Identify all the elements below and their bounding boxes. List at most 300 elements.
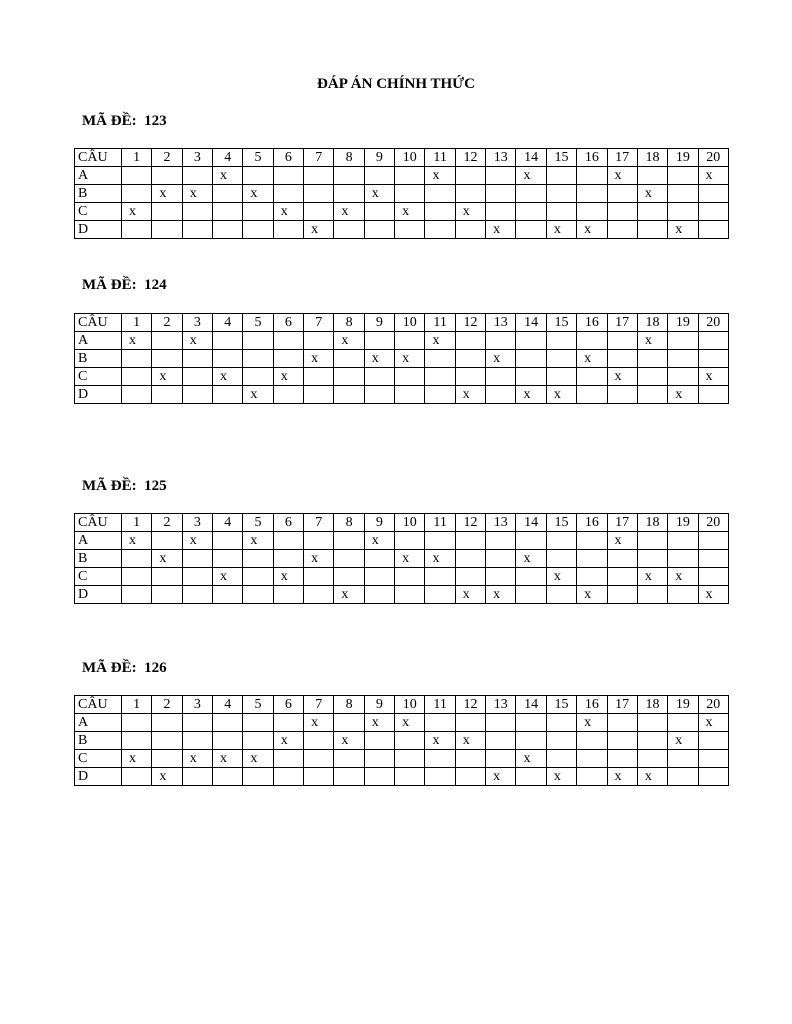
answer-mark-cell: x <box>425 550 455 568</box>
answer-mark-cell <box>304 586 334 604</box>
answer-mark-cell <box>668 185 698 203</box>
answer-mark-cell <box>637 586 667 604</box>
answer-mark-cell <box>546 550 576 568</box>
answer-mark-cell <box>304 386 334 404</box>
answer-mark-cell: x <box>364 532 394 550</box>
answer-mark-cell <box>607 568 637 586</box>
answer-mark-cell <box>425 532 455 550</box>
option-label-cell: C <box>75 203 122 221</box>
question-number-cell: 12 <box>455 696 485 714</box>
answer-mark-cell <box>182 167 212 185</box>
question-number-cell: 2 <box>152 149 182 167</box>
answer-mark-cell <box>364 550 394 568</box>
question-number-cell: 4 <box>213 514 243 532</box>
exam-code-value: 124 <box>144 277 167 293</box>
answer-mark-cell: x <box>304 714 334 732</box>
answer-mark-cell <box>607 550 637 568</box>
answer-mark-cell <box>364 386 394 404</box>
question-number-cell: 15 <box>546 696 576 714</box>
answer-mark-cell <box>607 586 637 604</box>
question-number-cell: 13 <box>486 149 516 167</box>
answer-mark-cell <box>698 732 728 750</box>
answer-mark-cell <box>577 750 607 768</box>
answer-mark-cell <box>304 768 334 786</box>
answer-mark-cell: x <box>304 550 334 568</box>
option-label-cell: C <box>75 750 122 768</box>
answer-mark-cell: x <box>395 350 425 368</box>
answer-mark-cell: x <box>122 750 152 768</box>
exam-code-label <box>82 660 167 677</box>
answer-mark-cell <box>577 732 607 750</box>
answer-mark-cell <box>698 203 728 221</box>
answer-mark-cell: x <box>668 568 698 586</box>
answer-mark-cell <box>668 768 698 786</box>
answer-mark-cell: x <box>122 203 152 221</box>
answer-mark-cell <box>516 714 546 732</box>
answer-mark-cell <box>607 185 637 203</box>
exam-code-value: 123 <box>144 113 167 129</box>
answer-mark-cell <box>516 768 546 786</box>
answer-mark-cell <box>243 768 273 786</box>
question-number-cell: 5 <box>243 696 273 714</box>
question-number-cell: 17 <box>607 149 637 167</box>
question-number-cell: 1 <box>122 514 152 532</box>
exam-code-value: 125 <box>144 478 167 494</box>
question-number-cell: 20 <box>698 514 728 532</box>
answer-mark-cell <box>668 350 698 368</box>
answer-mark-cell: x <box>334 732 364 750</box>
answer-mark-cell: x <box>516 167 546 185</box>
answer-mark-cell <box>455 550 485 568</box>
answer-mark-cell: x <box>243 185 273 203</box>
question-number-cell: 8 <box>334 149 364 167</box>
answer-mark-cell <box>152 732 182 750</box>
answer-mark-cell <box>607 714 637 732</box>
answer-mark-cell <box>577 768 607 786</box>
answer-mark-cell <box>213 203 243 221</box>
exam-code-prefix: MÃ ĐỀ: <box>82 277 145 293</box>
question-number-cell: 19 <box>668 314 698 332</box>
question-header-cell: CÂU <box>75 514 122 532</box>
question-number-cell: 8 <box>334 696 364 714</box>
answer-mark-cell <box>486 203 516 221</box>
answer-mark-cell <box>637 550 667 568</box>
table-header-row <box>75 149 729 167</box>
question-number-cell: 11 <box>425 149 455 167</box>
answer-mark-cell <box>152 221 182 239</box>
answer-mark-cell <box>668 203 698 221</box>
answer-mark-cell <box>637 221 667 239</box>
answer-mark-cell <box>182 368 212 386</box>
answer-mark-cell <box>425 203 455 221</box>
table-row <box>75 732 729 750</box>
question-number-cell: 2 <box>152 514 182 532</box>
answer-mark-cell <box>213 586 243 604</box>
answer-mark-cell <box>546 167 576 185</box>
question-number-cell: 6 <box>273 514 303 532</box>
table-header-row <box>75 314 729 332</box>
question-number-cell: 8 <box>334 314 364 332</box>
question-number-cell: 1 <box>122 696 152 714</box>
answer-mark-cell <box>395 732 425 750</box>
answer-mark-cell <box>152 332 182 350</box>
question-number-cell: 5 <box>243 514 273 532</box>
question-number-cell: 12 <box>455 314 485 332</box>
answer-mark-cell <box>486 185 516 203</box>
answer-mark-cell <box>152 750 182 768</box>
answer-mark-cell: x <box>577 221 607 239</box>
answer-mark-cell: x <box>152 768 182 786</box>
question-number-cell: 10 <box>395 696 425 714</box>
answer-mark-cell <box>273 586 303 604</box>
table-row <box>75 185 729 203</box>
table-row <box>75 386 729 404</box>
answer-mark-cell <box>698 568 728 586</box>
answer-mark-cell: x <box>395 550 425 568</box>
answer-mark-cell <box>607 221 637 239</box>
question-number-cell: 7 <box>304 149 334 167</box>
answer-mark-cell <box>698 221 728 239</box>
answer-mark-cell <box>152 568 182 586</box>
answer-mark-cell <box>304 167 334 185</box>
answer-mark-cell <box>182 386 212 404</box>
question-header-cell: CÂU <box>75 314 122 332</box>
answer-mark-cell <box>364 568 394 586</box>
table-row <box>75 568 729 586</box>
answer-mark-cell: x <box>152 368 182 386</box>
answer-mark-cell: x <box>637 332 667 350</box>
question-number-cell: 7 <box>304 514 334 532</box>
answer-mark-cell <box>425 586 455 604</box>
option-label-cell: B <box>75 350 122 368</box>
question-number-cell: 20 <box>698 696 728 714</box>
question-number-cell: 17 <box>607 696 637 714</box>
question-number-cell: 10 <box>395 514 425 532</box>
answer-mark-cell <box>425 768 455 786</box>
answer-mark-cell <box>364 203 394 221</box>
answer-mark-cell <box>273 532 303 550</box>
answer-mark-cell <box>213 532 243 550</box>
answer-mark-cell <box>546 586 576 604</box>
question-number-cell: 16 <box>577 696 607 714</box>
answer-mark-cell <box>213 332 243 350</box>
question-number-cell: 16 <box>577 514 607 532</box>
answer-mark-cell <box>182 568 212 586</box>
question-number-cell: 3 <box>182 149 212 167</box>
answer-mark-cell: x <box>182 332 212 350</box>
answer-mark-cell <box>546 185 576 203</box>
answer-mark-cell <box>455 714 485 732</box>
answer-mark-cell <box>364 167 394 185</box>
option-label-cell: D <box>75 768 122 786</box>
answer-mark-cell: x <box>516 550 546 568</box>
answer-mark-cell <box>243 368 273 386</box>
answer-mark-cell <box>668 714 698 732</box>
answer-mark-cell: x <box>455 203 485 221</box>
answer-mark-cell <box>577 203 607 221</box>
answer-mark-cell <box>395 167 425 185</box>
answer-mark-cell: x <box>668 386 698 404</box>
answer-mark-cell <box>425 568 455 586</box>
question-number-cell: 1 <box>122 149 152 167</box>
option-label-cell: D <box>75 586 122 604</box>
answer-mark-cell: x <box>152 185 182 203</box>
answer-mark-cell <box>395 368 425 386</box>
question-number-cell: 15 <box>546 149 576 167</box>
question-number-cell: 13 <box>486 696 516 714</box>
exam-code-label <box>82 277 167 294</box>
answer-mark-cell: x <box>637 185 667 203</box>
answer-mark-cell <box>304 732 334 750</box>
question-number-cell: 14 <box>516 149 546 167</box>
answer-mark-cell <box>637 203 667 221</box>
answer-mark-cell <box>668 750 698 768</box>
question-number-cell: 7 <box>304 696 334 714</box>
answer-mark-cell <box>425 714 455 732</box>
answer-mark-cell <box>698 532 728 550</box>
question-number-cell: 18 <box>637 696 667 714</box>
option-label-cell: B <box>75 732 122 750</box>
answer-mark-cell <box>364 768 394 786</box>
answer-mark-cell <box>364 732 394 750</box>
answer-mark-cell <box>698 550 728 568</box>
option-label-cell: A <box>75 714 122 732</box>
answer-table <box>74 148 729 239</box>
answer-mark-cell <box>486 332 516 350</box>
question-header-cell: CÂU <box>75 696 122 714</box>
question-number-cell: 16 <box>577 149 607 167</box>
option-label-cell: C <box>75 568 122 586</box>
answer-mark-cell <box>182 586 212 604</box>
answer-mark-cell: x <box>698 586 728 604</box>
option-label-cell: B <box>75 550 122 568</box>
exam-code-prefix: MÃ ĐỀ: <box>82 660 145 676</box>
question-number-cell: 18 <box>637 149 667 167</box>
answer-mark-cell <box>334 368 364 386</box>
question-number-cell: 18 <box>637 314 667 332</box>
answer-mark-cell <box>637 732 667 750</box>
answer-mark-cell: x <box>334 203 364 221</box>
option-label-cell: D <box>75 386 122 404</box>
answer-mark-cell <box>607 350 637 368</box>
answer-mark-cell <box>395 750 425 768</box>
option-label-cell: A <box>75 532 122 550</box>
answer-mark-cell <box>455 368 485 386</box>
answer-mark-cell: x <box>577 714 607 732</box>
table-row <box>75 368 729 386</box>
answer-mark-cell <box>213 386 243 404</box>
answer-mark-cell <box>637 750 667 768</box>
answer-mark-cell: x <box>182 750 212 768</box>
table-row <box>75 350 729 368</box>
answer-mark-cell <box>243 550 273 568</box>
answer-mark-cell <box>546 203 576 221</box>
answer-mark-cell <box>698 350 728 368</box>
answer-mark-cell <box>455 768 485 786</box>
answer-mark-cell: x <box>182 185 212 203</box>
answer-mark-cell <box>486 386 516 404</box>
answer-mark-cell <box>425 350 455 368</box>
question-number-cell: 9 <box>364 149 394 167</box>
table-row <box>75 203 729 221</box>
question-number-cell: 5 <box>243 314 273 332</box>
answer-mark-cell <box>455 185 485 203</box>
answer-mark-cell <box>334 185 364 203</box>
answer-mark-cell <box>637 386 667 404</box>
exam-code-prefix: MÃ ĐỀ: <box>82 113 145 129</box>
answer-mark-cell <box>122 185 152 203</box>
answer-mark-cell <box>637 167 667 185</box>
answer-mark-cell <box>455 350 485 368</box>
answer-mark-cell: x <box>395 714 425 732</box>
question-number-cell: 11 <box>425 514 455 532</box>
question-number-cell: 11 <box>425 314 455 332</box>
answer-mark-cell <box>486 732 516 750</box>
answer-mark-cell: x <box>455 386 485 404</box>
question-number-cell: 16 <box>577 314 607 332</box>
table-row <box>75 750 729 768</box>
question-number-cell: 9 <box>364 314 394 332</box>
answer-mark-cell <box>243 221 273 239</box>
question-number-cell: 6 <box>273 696 303 714</box>
answer-mark-cell <box>516 203 546 221</box>
answer-mark-cell <box>182 768 212 786</box>
question-number-cell: 9 <box>364 514 394 532</box>
question-number-cell: 12 <box>455 514 485 532</box>
answer-mark-cell <box>395 586 425 604</box>
answer-mark-cell <box>273 221 303 239</box>
answer-mark-cell <box>213 221 243 239</box>
answer-mark-cell <box>516 732 546 750</box>
answer-mark-cell <box>668 167 698 185</box>
answer-mark-cell <box>122 550 152 568</box>
table-row <box>75 586 729 604</box>
answer-mark-cell <box>364 332 394 350</box>
table-row <box>75 768 729 786</box>
table-row <box>75 332 729 350</box>
answer-mark-cell <box>334 568 364 586</box>
answer-mark-cell <box>395 221 425 239</box>
answer-mark-cell: x <box>273 568 303 586</box>
answer-mark-cell <box>334 550 364 568</box>
answer-mark-cell <box>122 732 152 750</box>
answer-mark-cell <box>455 532 485 550</box>
answer-mark-cell <box>273 550 303 568</box>
answer-mark-cell <box>304 185 334 203</box>
answer-mark-cell: x <box>516 750 546 768</box>
answer-mark-cell <box>152 714 182 732</box>
exam-code-value: 126 <box>144 660 167 676</box>
answer-mark-cell <box>304 532 334 550</box>
answer-mark-cell <box>273 386 303 404</box>
answer-mark-cell <box>425 221 455 239</box>
answer-mark-cell: x <box>273 732 303 750</box>
question-number-cell: 9 <box>364 696 394 714</box>
answer-mark-cell <box>486 532 516 550</box>
answer-mark-cell: x <box>486 768 516 786</box>
answer-mark-cell <box>243 714 273 732</box>
answer-mark-cell <box>334 768 364 786</box>
question-number-cell: 17 <box>607 314 637 332</box>
answer-mark-cell <box>122 768 152 786</box>
answer-mark-cell <box>243 332 273 350</box>
answer-mark-cell: x <box>182 532 212 550</box>
answer-mark-cell <box>637 714 667 732</box>
answer-mark-cell <box>213 768 243 786</box>
answer-mark-cell <box>486 368 516 386</box>
question-number-cell: 6 <box>273 149 303 167</box>
answer-mark-cell <box>668 550 698 568</box>
answer-mark-cell <box>304 332 334 350</box>
answer-mark-cell <box>122 568 152 586</box>
table-row <box>75 550 729 568</box>
answer-mark-cell <box>577 368 607 386</box>
answer-mark-cell: x <box>213 167 243 185</box>
answer-mark-cell <box>213 732 243 750</box>
table-row <box>75 221 729 239</box>
question-number-cell: 4 <box>213 149 243 167</box>
table-row <box>75 167 729 185</box>
answer-mark-cell <box>546 532 576 550</box>
answer-mark-cell: x <box>395 203 425 221</box>
answer-mark-cell: x <box>455 586 485 604</box>
answer-mark-cell <box>425 386 455 404</box>
question-number-cell: 4 <box>213 696 243 714</box>
question-number-cell: 19 <box>668 149 698 167</box>
question-number-cell: 10 <box>395 149 425 167</box>
answer-mark-cell <box>152 586 182 604</box>
answer-mark-cell <box>546 368 576 386</box>
answer-mark-cell: x <box>213 368 243 386</box>
answer-mark-cell <box>516 368 546 386</box>
question-number-cell: 20 <box>698 314 728 332</box>
answer-mark-cell <box>273 768 303 786</box>
option-label-cell: A <box>75 332 122 350</box>
answer-mark-cell <box>122 714 152 732</box>
answer-mark-cell: x <box>122 332 152 350</box>
answer-mark-cell: x <box>364 185 394 203</box>
answer-mark-cell <box>364 586 394 604</box>
answer-mark-cell <box>546 332 576 350</box>
answer-mark-cell: x <box>607 532 637 550</box>
answer-mark-cell <box>122 221 152 239</box>
answer-mark-cell <box>213 350 243 368</box>
answer-mark-cell: x <box>698 714 728 732</box>
answer-mark-cell <box>182 221 212 239</box>
question-number-cell: 2 <box>152 696 182 714</box>
answer-mark-cell <box>334 532 364 550</box>
answer-mark-cell <box>395 386 425 404</box>
exam-code-prefix: MÃ ĐỀ: <box>82 478 145 494</box>
answer-mark-cell <box>516 568 546 586</box>
answer-mark-cell <box>334 221 364 239</box>
question-number-cell: 18 <box>637 514 667 532</box>
question-number-cell: 15 <box>546 314 576 332</box>
answer-mark-cell <box>516 185 546 203</box>
answer-mark-cell: x <box>698 368 728 386</box>
answer-mark-cell: x <box>243 532 273 550</box>
question-number-cell: 15 <box>546 514 576 532</box>
answer-mark-cell: x <box>425 167 455 185</box>
answer-mark-cell: x <box>607 167 637 185</box>
answer-mark-cell <box>577 167 607 185</box>
question-number-cell: 14 <box>516 696 546 714</box>
answer-mark-cell: x <box>304 350 334 368</box>
answer-mark-cell <box>577 185 607 203</box>
answer-mark-cell <box>577 550 607 568</box>
option-label-cell: D <box>75 221 122 239</box>
answer-mark-cell <box>516 586 546 604</box>
